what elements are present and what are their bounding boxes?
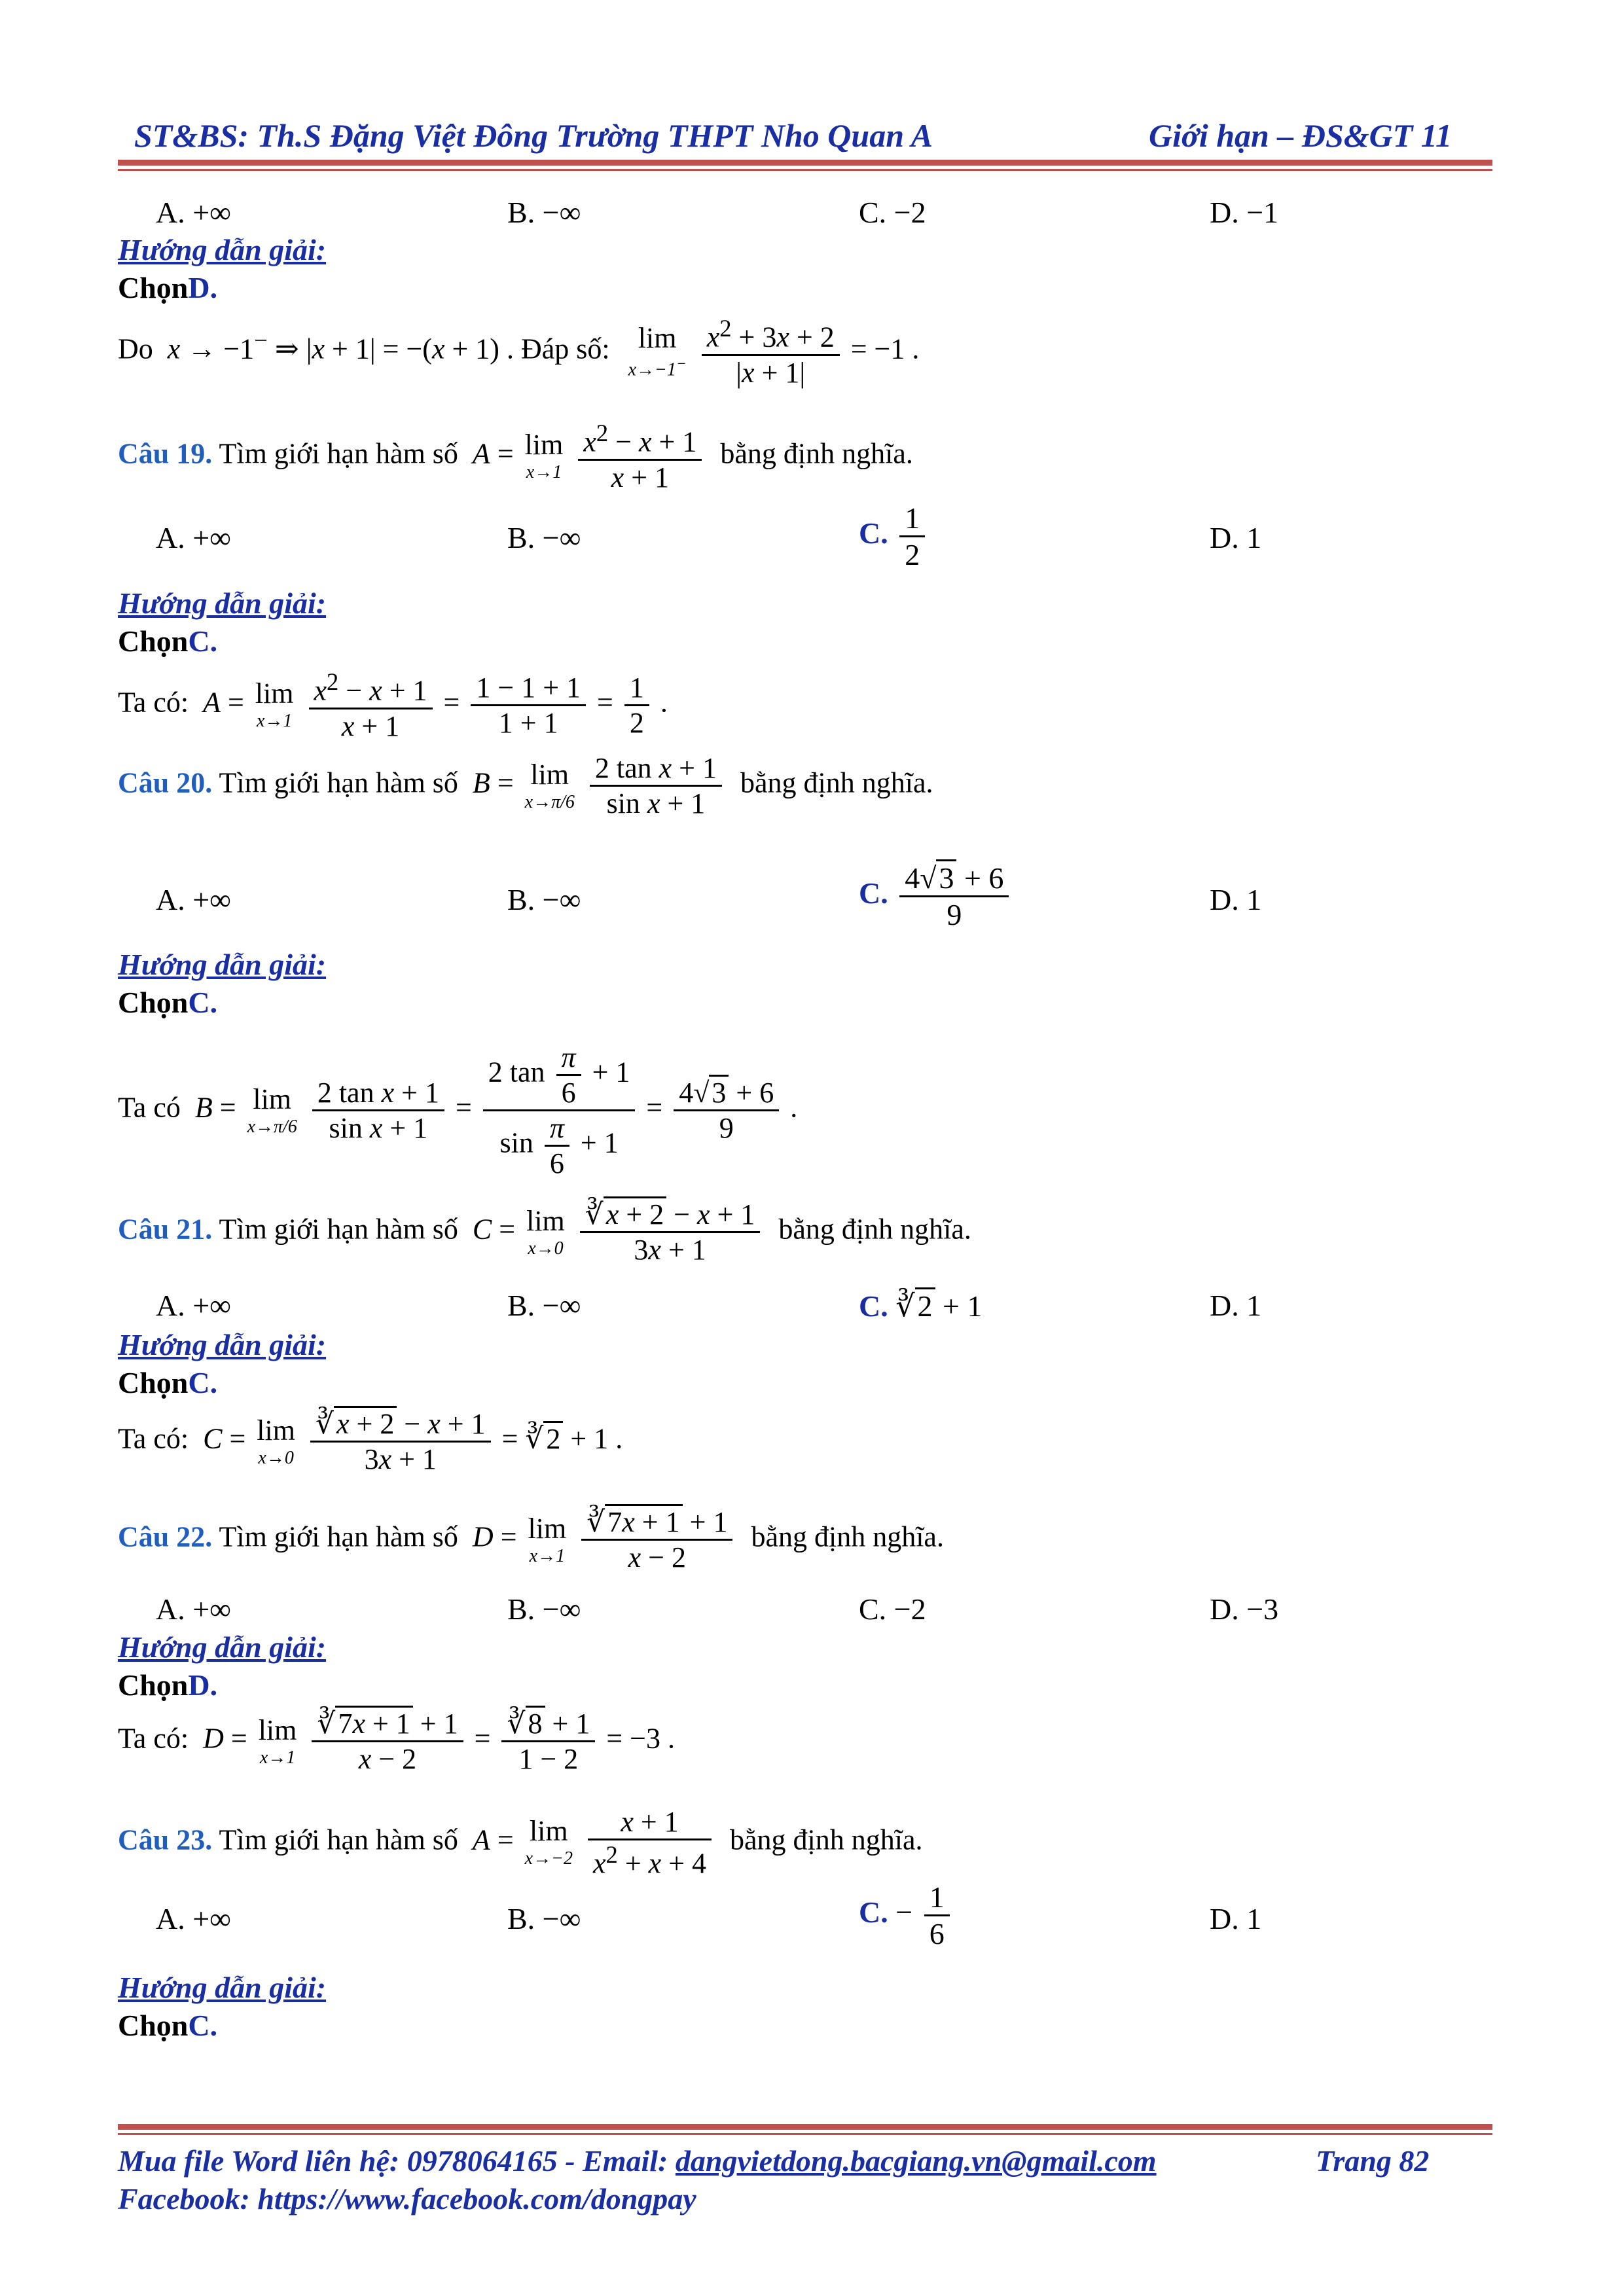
footer-rule-thin [118, 2133, 1492, 2135]
q20-option-c: C. $\frac{4√3 + 6}{9}$ [859, 861, 1013, 932]
q23-option-b: B. −∞ [507, 1902, 581, 1935]
q22-option-d: D. −3 [1210, 1592, 1279, 1626]
q19-option-b: B. −∞ [507, 521, 581, 554]
footer-contact: Mua file Word liên hệ: 0978064165 - Email: dangvietdong.bacgiang.vn@gmail.com [118, 2144, 1157, 2178]
footer-rule [118, 2124, 1492, 2130]
q22-hint-label: Hướng dẫn giải: [118, 1630, 327, 1664]
q21-option-b: B. −∞ [507, 1289, 581, 1322]
header-left: ST&BS: Th.S Đặng Việt Đông Trường THPT Nho Quan A [134, 117, 933, 154]
footer-page: Trang 82 [1316, 2144, 1430, 2178]
solution-line: Do x → −1− ⇒ |x + 1| = −(x + 1) . Đáp số: lim x→−1− $\frac{x^2 + 3x + 2}{|x + 1|}$ = −1 . [118, 315, 920, 389]
question-23: Câu 23. Tìm giới hạn hàm số A = lim x→−2 $\frac{x + 1}{x^2 + x + 4}$ bằng định nghĩa. [118, 1806, 923, 1880]
q23-answer-choice: ChọnC. [118, 2009, 218, 2042]
footer-facebook[interactable]: Facebook: https://www.facebook.com/dongpay [118, 2182, 696, 2215]
option-b: B. −∞ [507, 196, 581, 229]
q19-option-d: D. 1 [1210, 521, 1262, 554]
hint-label: Hướng dẫn giải: [118, 233, 327, 266]
option-c: C. −2 [859, 196, 926, 229]
q21-option-a: A. +∞ [156, 1289, 231, 1322]
q20-option-d: D. 1 [1210, 883, 1262, 916]
header-rule [118, 160, 1492, 166]
q22-solution: Ta có: D = lim x→1 $\frac{∛7x + 1 + 1}{x - 2}$ = $\frac{∛8 + 1}{1 - 2}$ = −3 . [118, 1707, 675, 1776]
q22-option-b: B. −∞ [507, 1592, 581, 1626]
q22-answer-choice: ChọnD. [118, 1668, 218, 1702]
q21-option-c: C. ∛2 + 1 [859, 1288, 983, 1323]
q20-hint-label: Hướng dẫn giải: [118, 948, 327, 981]
question-19: Câu 19. Tìm giới hạn hàm số A = lim x→1 $\frac{x^2 - x + 1}{x + 1}$ bằng định nghĩa. [118, 420, 913, 493]
q19-answer-choice: ChọnC. [118, 624, 218, 658]
q20-option-a: A. +∞ [156, 883, 231, 916]
question-20: Câu 20. Tìm giới hạn hàm số B = lim x→π/6 $\frac{\text{2 tan x + 1}}{\text{sin x + 1}}$ bằng định nghĩa. [118, 752, 933, 819]
q20-answer-choice: ChọnC. [118, 986, 218, 1019]
q21-hint-label: Hướng dẫn giải: [118, 1328, 327, 1361]
q23-option-a: A. +∞ [156, 1902, 231, 1935]
option-a: A. +∞ [156, 196, 231, 229]
q22-option-a: A. +∞ [156, 1592, 231, 1626]
q20-option-b: B. −∞ [507, 883, 581, 916]
footer-email-link[interactable]: dangvietdong.bacgiang.vn@gmail.com [675, 2144, 1157, 2178]
answer-choice: ChọnD. [118, 271, 218, 304]
question-22: Câu 22. Tìm giới hạn hàm số D = lim x→1 $\frac{∛7x + 1 + 1}{x - 2}$ bằng định nghĩa. [118, 1505, 944, 1574]
q19-solution: Ta có: A = lim x→1 $\frac{x^2 - x + 1}{x + 1}$ = $\frac{1 - 1 + 1}{1 + 1}$ = $\frac{1}{2}$ . [118, 668, 668, 742]
q23-option-d: D. 1 [1210, 1902, 1262, 1935]
q23-hint-label: Hướng dẫn giải: [118, 1971, 327, 2004]
q23-option-c: C. − $\frac{1}{6}$ [859, 1880, 954, 1951]
q22-option-c: C. −2 [859, 1592, 926, 1626]
q19-option-a: A. +∞ [156, 521, 231, 554]
q21-solution: Ta có: C = lim x→0 $\frac{∛x + 2 - x + 1}{3x + 1}$ = ∛2 + 1 . [118, 1407, 623, 1476]
q20-solution: Ta có B = lim x→π/6 $\frac{\text{2 tan x + 1}}{\text{sin x + 1}}$ = 2 tan $\frac{\pi}{6}$ + 1 sin $\frac{\pi}{6}$ + 1 = $\frac{4√3 + 6}{9}$ . [118, 1041, 798, 1179]
q21-answer-choice: ChọnC. [118, 1366, 218, 1399]
header-rule-thin [118, 169, 1492, 171]
q19-hint-label: Hướng dẫn giải: [118, 586, 327, 620]
header-right: Giới hạn – ĐS&GT 11 [1149, 117, 1453, 154]
q21-option-d: D. 1 [1210, 1289, 1262, 1322]
q19-option-c: C. $\frac{1}{2}$ [859, 501, 929, 572]
question-21: Câu 21. Tìm giới hạn hàm số C = lim x→0 $\frac{∛x + 2 - x + 1}{3x + 1}$ bằng định nghĩa. [118, 1198, 971, 1266]
option-d: D. −1 [1210, 196, 1279, 229]
